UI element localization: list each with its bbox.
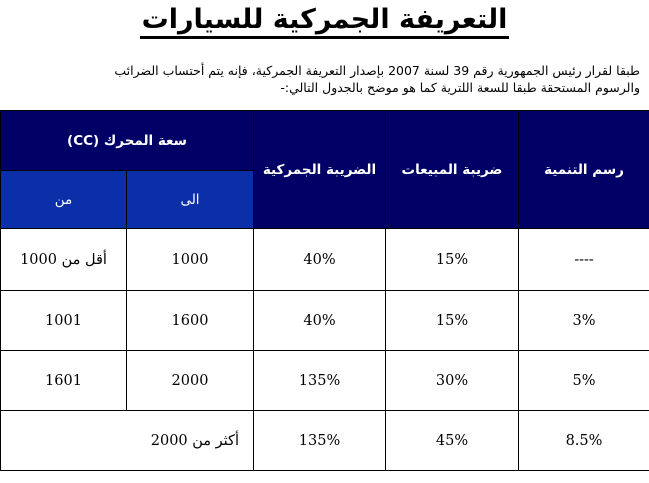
cell-customs: 40% — [254, 229, 386, 291]
cell-dev: ---- — [519, 229, 649, 291]
page-title — [0, 4, 649, 35]
cell-from: 1001 — [1, 291, 127, 351]
cell-dev: 3% — [519, 291, 649, 351]
page-title-text: التعريفة الجمركية للسيارات — [140, 4, 510, 39]
header-sales-tax: ضريبة المبيعات — [386, 111, 519, 229]
cell-to: 2000 — [127, 351, 254, 411]
tariff-table — [0, 110, 649, 471]
table-header-row — [1, 111, 649, 171]
cell-dev: 5% — [519, 351, 649, 411]
intro-line-2: والرسوم المستحقة طبقا للسعة اللترية كما هو موضح بالجدول التالي:- — [280, 80, 640, 95]
table-row — [1, 411, 649, 471]
cell-from: 1601 — [1, 351, 127, 411]
cell-customs: 135% — [254, 351, 386, 411]
cell-customs: 40% — [254, 291, 386, 351]
header-development-fee: رسم التنمية — [519, 111, 649, 229]
header-from: من — [1, 171, 127, 229]
cell-to: 1000 — [127, 229, 254, 291]
header-engine-capacity: سعة المحرك (CC) — [1, 111, 254, 171]
cell-range: أكثر من 2000 — [1, 411, 254, 471]
intro-line-1: طبقا لقرار رئيس الجمهورية رقم 39 لسنة 2007 بإصدار التعريفة الجمركية، فإنه يتم أحتساب الضرائب — [114, 63, 640, 78]
cell-sales: 15% — [386, 291, 519, 351]
table-row — [1, 291, 649, 351]
cell-sales: 15% — [386, 229, 519, 291]
table-row — [1, 229, 649, 291]
header-to: الى — [127, 171, 254, 229]
cell-from: أقل من 1000 — [1, 229, 127, 291]
intro-paragraph — [10, 62, 640, 96]
cell-sales: 30% — [386, 351, 519, 411]
cell-to: 1600 — [127, 291, 254, 351]
cell-customs: 135% — [254, 411, 386, 471]
cell-dev: 8.5% — [519, 411, 649, 471]
header-customs-tax: الضريبة الجمركية — [254, 111, 386, 229]
cell-sales: 45% — [386, 411, 519, 471]
table-row — [1, 351, 649, 411]
